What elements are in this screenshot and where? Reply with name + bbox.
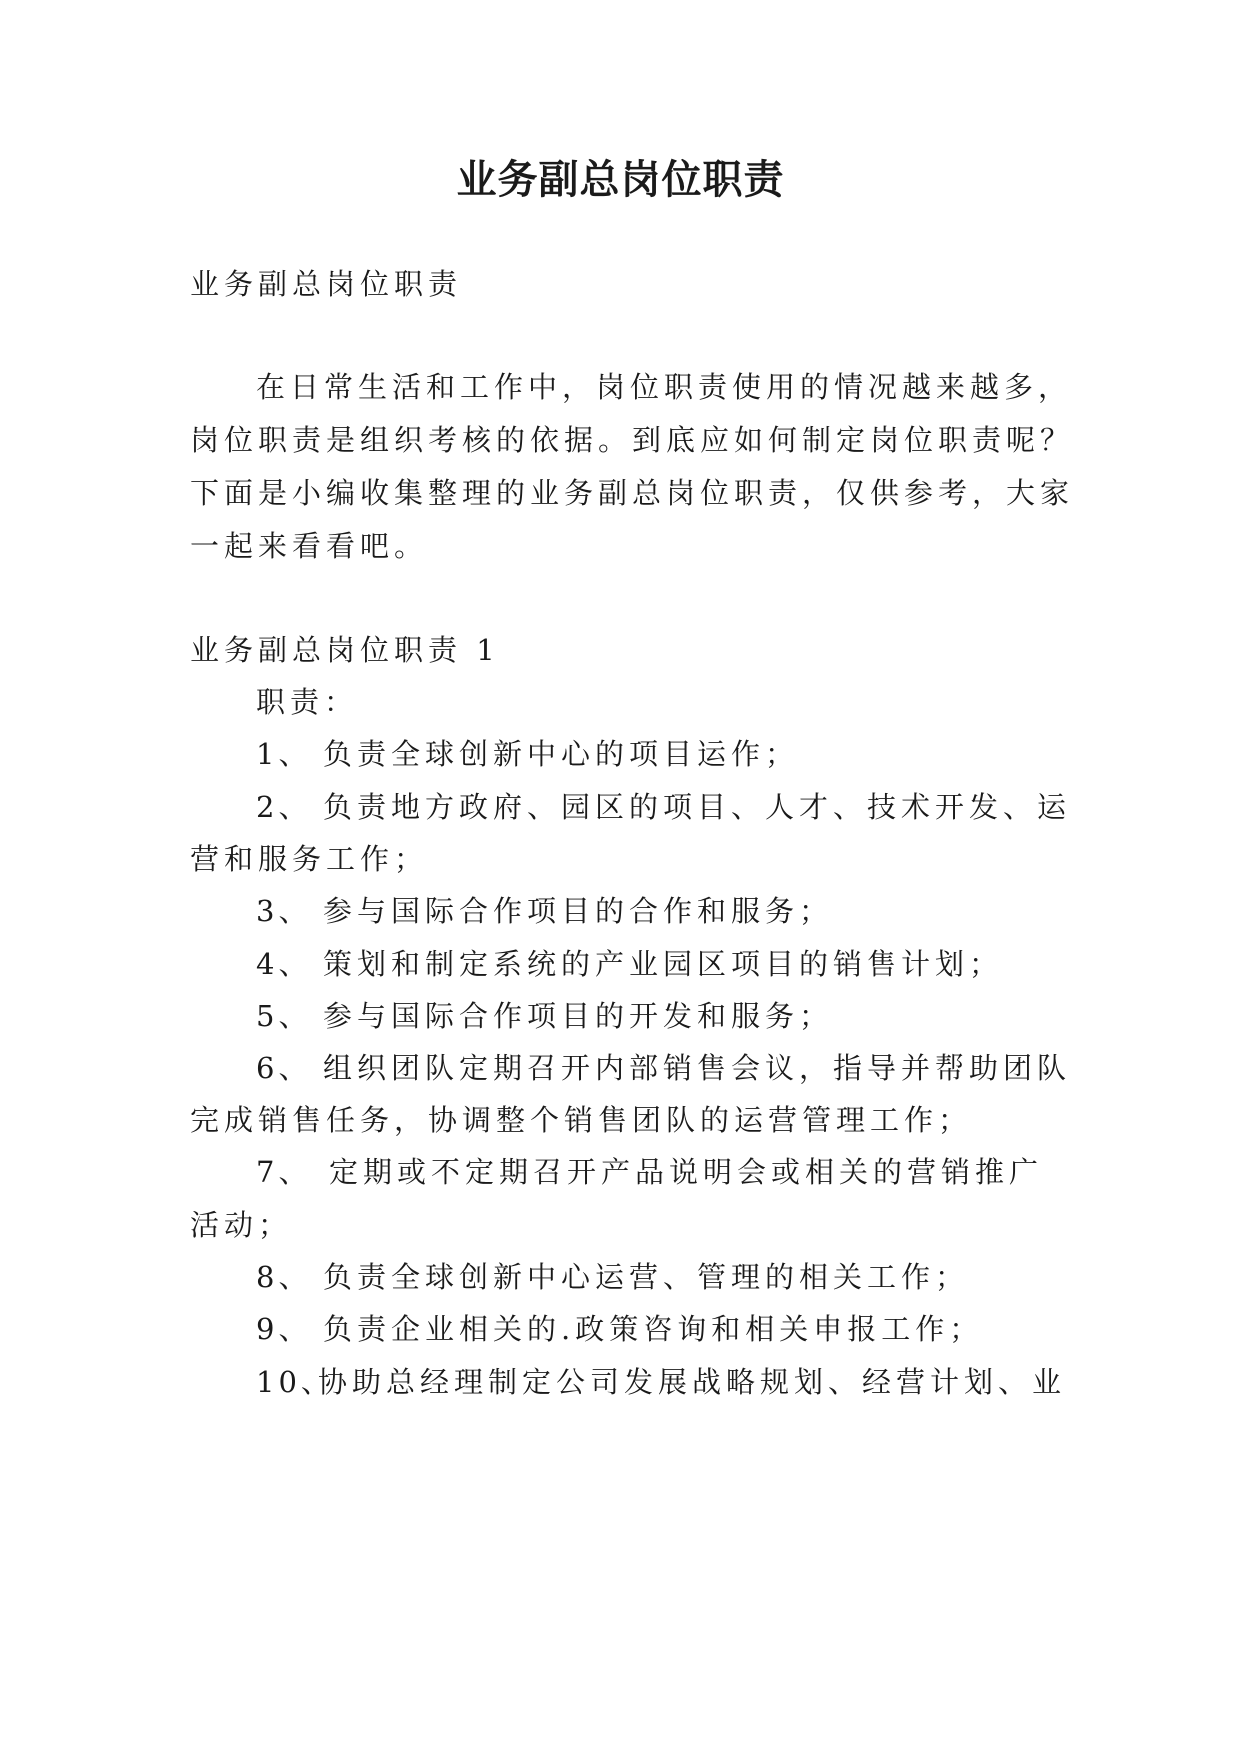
intro-line-1: 在日常生活和工作中，岗位职责使用的情况越来越多， — [256, 370, 1073, 404]
item-number: 5、 — [256, 999, 312, 1033]
item-number: 3、 — [256, 894, 312, 928]
item-number: 6、 — [256, 1051, 312, 1085]
item-text: 组织团队定期召开内部销售会议，指导并帮助团队 — [323, 1051, 1072, 1085]
item-text: 参与国际合作项目的开发和服务； — [323, 999, 834, 1033]
intro-line-4: 一起来看看吧。 — [190, 529, 429, 563]
item-text-continued: 活动； — [190, 1208, 293, 1242]
document-title: 业务副总岗位职责 — [456, 157, 785, 203]
item-number: 8、 — [256, 1260, 312, 1294]
item-text-continued: 营和服务工作； — [190, 842, 429, 876]
item-text: 负责全球创新中心运营、管理的相关工作； — [323, 1260, 970, 1294]
intro-line-2: 岗位职责是组织考核的依据。到底应如何制定岗位职责呢？ — [190, 423, 1075, 457]
list-item — [256, 1048, 1071, 1088]
list-item — [256, 1309, 983, 1349]
item-number: 10、 — [256, 1365, 334, 1399]
item-number: 9、 — [256, 1312, 312, 1346]
item-text: 协助总经理制定公司发展战略规划、经营计划、业 — [318, 1365, 1067, 1399]
duty-label: 职责： — [256, 685, 359, 719]
list-item — [256, 787, 1071, 827]
intro-line-3: 下面是小编收集整理的业务副总岗位职责，仅供参考，大家 — [190, 476, 1075, 510]
document-subtitle: 业务副总岗位职责 — [190, 267, 463, 301]
section-heading: 业务副总岗位职责 1 — [190, 633, 500, 667]
list-item — [256, 734, 799, 774]
item-text: 负责企业相关的.政策咨询和相关申报工作； — [323, 1312, 984, 1346]
item-number: 7、 — [256, 1155, 312, 1189]
list-item — [256, 1152, 1043, 1192]
item-text: 策划和制定系统的产业园区项目的销售计划； — [323, 947, 1004, 981]
item-number: 2、 — [256, 790, 312, 824]
item-text: 定期或不定期召开产品说明会或相关的营销推广 — [329, 1155, 1044, 1189]
item-text: 负责全球创新中心的项目运作； — [323, 737, 800, 771]
list-item — [256, 891, 833, 931]
item-number: 1、 — [256, 737, 312, 771]
item-number: 4、 — [256, 947, 312, 981]
item-text: 负责地方政府、园区的项目、人才、技术开发、运 — [323, 790, 1072, 824]
item-text-continued: 完成销售任务，协调整个销售团队的运营管理工作； — [190, 1103, 973, 1137]
list-item — [256, 996, 833, 1036]
list-item — [256, 1257, 969, 1297]
list-item — [256, 1362, 1066, 1402]
list-item — [256, 944, 1003, 984]
item-text: 参与国际合作项目的合作和服务； — [323, 894, 834, 928]
